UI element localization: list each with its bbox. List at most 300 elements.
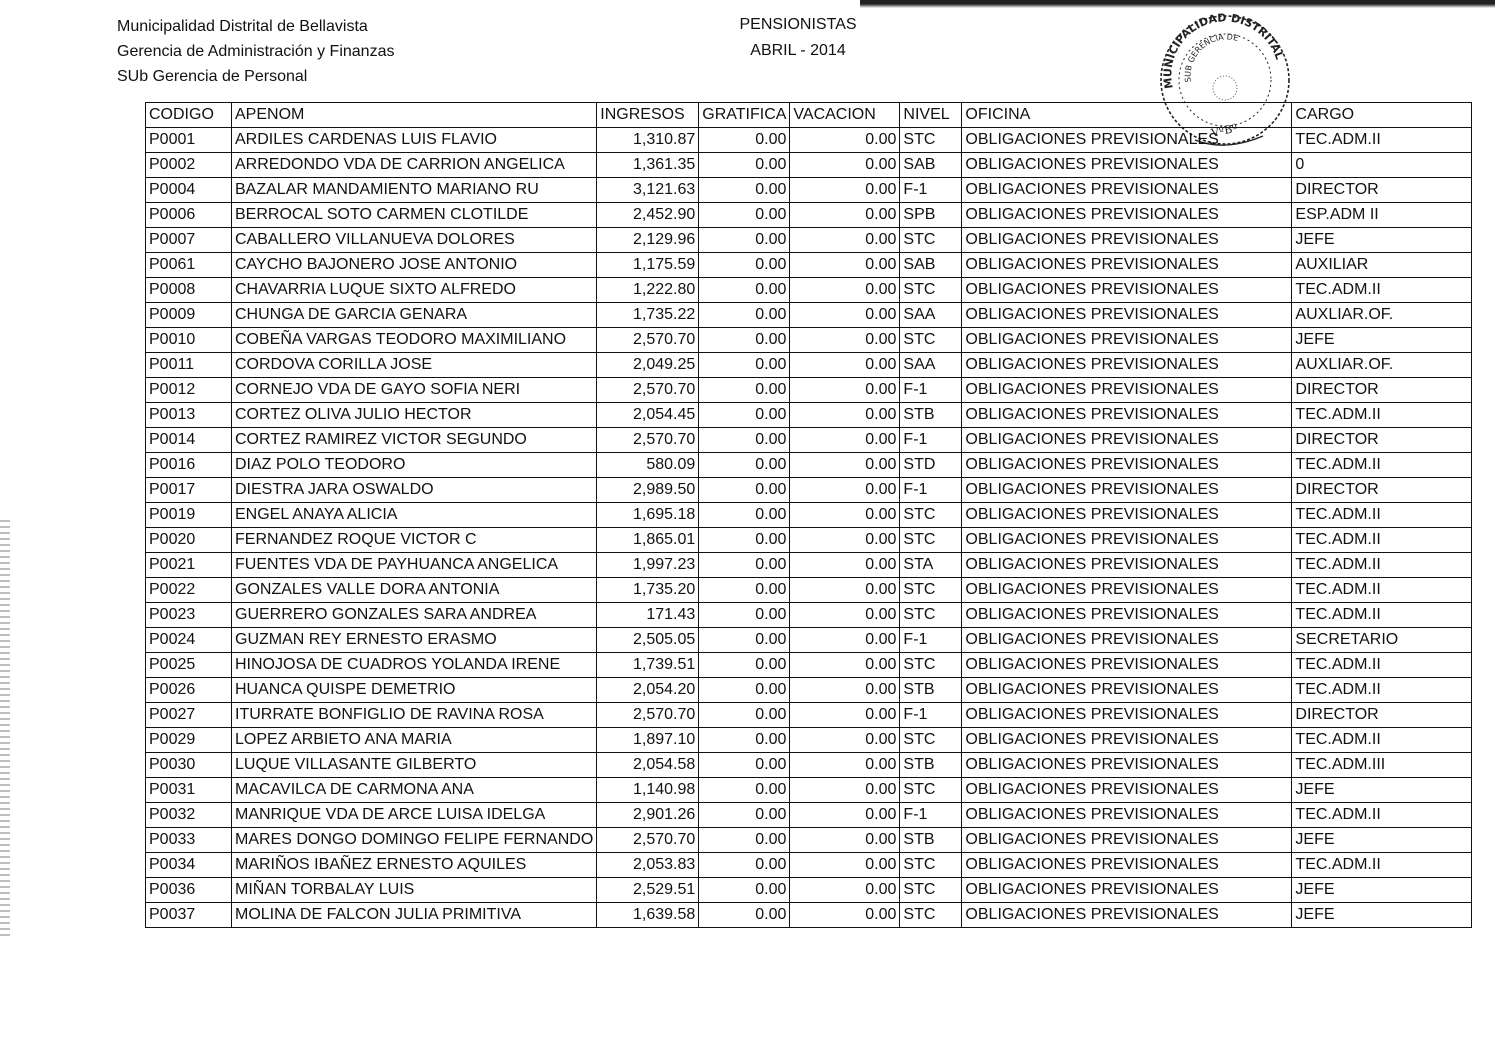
cell-codigo: P0031 [146, 778, 232, 803]
cell-codigo: P0022 [146, 578, 232, 603]
table-row [146, 378, 1472, 403]
cell-oficina: OBLIGACIONES PREVISIONALES [962, 778, 1292, 803]
cell-gratifica: 0.00 [699, 903, 790, 928]
cell-gratifica: 0.00 [699, 228, 790, 253]
cell-codigo: P0027 [146, 703, 232, 728]
cell-nivel: STB [900, 753, 962, 778]
table-row [146, 753, 1472, 778]
cell-apenom: MARIÑOS IBAÑEZ ERNESTO AQUILES [232, 853, 597, 878]
cell-vacacion: 0.00 [790, 628, 900, 653]
cell-nivel: SAA [900, 353, 962, 378]
cell-vacacion: 0.00 [790, 803, 900, 828]
cell-cargo: JEFE [1292, 228, 1472, 253]
cell-ingresos: 1,222.80 [597, 278, 699, 303]
cell-ingresos: 1,735.20 [597, 578, 699, 603]
cell-oficina: OBLIGACIONES PREVISIONALES [962, 203, 1292, 228]
cell-cargo: TEC.ADM.II [1292, 128, 1472, 153]
cell-gratifica: 0.00 [699, 803, 790, 828]
cell-vacacion: 0.00 [790, 853, 900, 878]
cell-oficina: OBLIGACIONES PREVISIONALES [962, 678, 1292, 703]
cell-oficina: OBLIGACIONES PREVISIONALES [962, 253, 1292, 278]
cell-codigo: P0034 [146, 853, 232, 878]
cell-gratifica: 0.00 [699, 728, 790, 753]
cell-cargo: TEC.ADM.II [1292, 278, 1472, 303]
cell-oficina: OBLIGACIONES PREVISIONALES [962, 603, 1292, 628]
table-row [146, 803, 1472, 828]
svg-text:MUNICIPALIDAD DISTRITAL [1161, 11, 1286, 89]
column-header-ingresos: INGRESOS [597, 103, 699, 128]
cell-nivel: STC [900, 728, 962, 753]
cell-cargo: TEC.ADM.II [1292, 503, 1472, 528]
cell-ingresos: 2,049.25 [597, 353, 699, 378]
cell-cargo: JEFE [1292, 778, 1472, 803]
table-row [146, 703, 1472, 728]
cell-vacacion: 0.00 [790, 378, 900, 403]
organization-header [117, 14, 394, 89]
cell-ingresos: 1,361.35 [597, 153, 699, 178]
cell-ingresos: 2,570.70 [597, 703, 699, 728]
cell-gratifica: 0.00 [699, 878, 790, 903]
cell-vacacion: 0.00 [790, 503, 900, 528]
cell-vacacion: 0.00 [790, 778, 900, 803]
cell-oficina: OBLIGACIONES PREVISIONALES [962, 803, 1292, 828]
seal-mark: VºBº [1210, 121, 1239, 140]
cell-oficina: OBLIGACIONES PREVISIONALES [962, 703, 1292, 728]
cell-gratifica: 0.00 [699, 203, 790, 228]
cell-ingresos: 2,053.83 [597, 853, 699, 878]
cell-codigo: P0001 [146, 128, 232, 153]
table-row [146, 728, 1472, 753]
cell-oficina: OBLIGACIONES PREVISIONALES [962, 753, 1292, 778]
cell-apenom: GUERRERO GONZALES SARA ANDREA [232, 603, 597, 628]
cell-codigo: P0009 [146, 303, 232, 328]
cell-oficina: OBLIGACIONES PREVISIONALES [962, 453, 1292, 478]
cell-vacacion: 0.00 [790, 428, 900, 453]
table-row [146, 178, 1472, 203]
cell-vacacion: 0.00 [790, 603, 900, 628]
table-header-row [146, 103, 1472, 128]
cell-oficina: OBLIGACIONES PREVISIONALES [962, 178, 1292, 203]
cell-nivel: STC [900, 603, 962, 628]
cell-ingresos: 580.09 [597, 453, 699, 478]
cell-nivel: SAB [900, 253, 962, 278]
cell-gratifica: 0.00 [699, 403, 790, 428]
cell-vacacion: 0.00 [790, 328, 900, 353]
cell-nivel: STB [900, 828, 962, 853]
cell-codigo: P0032 [146, 803, 232, 828]
cell-gratifica: 0.00 [699, 553, 790, 578]
column-header-nivel: NIVEL [900, 103, 962, 128]
cell-ingresos: 1,997.23 [597, 553, 699, 578]
cell-vacacion: 0.00 [790, 878, 900, 903]
cell-vacacion: 0.00 [790, 678, 900, 703]
cell-nivel: STC [900, 853, 962, 878]
cell-ingresos: 1,175.59 [597, 253, 699, 278]
cell-cargo: JEFE [1292, 828, 1472, 853]
cell-apenom: CAYCHO BAJONERO JOSE ANTONIO [232, 253, 597, 278]
table-row [146, 853, 1472, 878]
cell-ingresos: 1,897.10 [597, 728, 699, 753]
table-row [146, 453, 1472, 478]
cell-vacacion: 0.00 [790, 453, 900, 478]
table-row [146, 353, 1472, 378]
cell-cargo: AUXLIAR.OF. [1292, 303, 1472, 328]
cell-gratifica: 0.00 [699, 253, 790, 278]
table-row [146, 553, 1472, 578]
cell-apenom: HUANCA QUISPE DEMETRIO [232, 678, 597, 703]
cell-ingresos: 3,121.63 [597, 178, 699, 203]
cell-cargo: TEC.ADM.II [1292, 803, 1472, 828]
cell-nivel: SAA [900, 303, 962, 328]
cell-oficina: OBLIGACIONES PREVISIONALES [962, 728, 1292, 753]
cell-codigo: P0025 [146, 653, 232, 678]
cell-gratifica: 0.00 [699, 278, 790, 303]
column-header-oficina: OFICINA [962, 103, 1292, 128]
scan-edge-bar [860, 0, 1495, 8]
cell-gratifica: 0.00 [699, 653, 790, 678]
cell-vacacion: 0.00 [790, 528, 900, 553]
cell-ingresos: 1,735.22 [597, 303, 699, 328]
cell-apenom: CORNEJO VDA DE GAYO SOFIA NERI [232, 378, 597, 403]
cell-oficina: OBLIGACIONES PREVISIONALES [962, 278, 1292, 303]
cell-nivel: F-1 [900, 428, 962, 453]
cell-cargo: JEFE [1292, 328, 1472, 353]
table-row [146, 903, 1472, 928]
cell-nivel: STC [900, 778, 962, 803]
cell-gratifica: 0.00 [699, 628, 790, 653]
cell-ingresos: 2,129.96 [597, 228, 699, 253]
cell-codigo: P0002 [146, 153, 232, 178]
cell-nivel: SPB [900, 203, 962, 228]
cell-oficina: OBLIGACIONES PREVISIONALES [962, 353, 1292, 378]
cell-apenom: COBEÑA VARGAS TEODORO MAXIMILIANO [232, 328, 597, 353]
cell-apenom: HINOJOSA DE CUADROS YOLANDA IRENE [232, 653, 597, 678]
cell-apenom: CHUNGA DE GARCIA GENARA [232, 303, 597, 328]
cell-cargo: TEC.ADM.II [1292, 678, 1472, 703]
cell-ingresos: 2,989.50 [597, 478, 699, 503]
cell-cargo: AUXILIAR [1292, 253, 1472, 278]
cell-apenom: FERNANDEZ ROQUE VICTOR C [232, 528, 597, 553]
svg-text:SUB GERENCIA DE [1183, 32, 1239, 82]
cell-gratifica: 0.00 [699, 378, 790, 403]
cell-nivel: STC [900, 653, 962, 678]
cell-gratifica: 0.00 [699, 828, 790, 853]
pensioners-table [145, 102, 1472, 928]
cell-oficina: OBLIGACIONES PREVISIONALES [962, 153, 1292, 178]
cell-vacacion: 0.00 [790, 178, 900, 203]
cell-ingresos: 171.43 [597, 603, 699, 628]
table-row [146, 628, 1472, 653]
cell-vacacion: 0.00 [790, 128, 900, 153]
cell-codigo: P0017 [146, 478, 232, 503]
cell-codigo: P0004 [146, 178, 232, 203]
cell-cargo: SECRETARIO [1292, 628, 1472, 653]
cell-ingresos: 2,054.20 [597, 678, 699, 703]
cell-cargo: TEC.ADM.II [1292, 853, 1472, 878]
cell-oficina: OBLIGACIONES PREVISIONALES [962, 578, 1292, 603]
cell-vacacion: 0.00 [790, 753, 900, 778]
table-row [146, 678, 1472, 703]
cell-vacacion: 0.00 [790, 903, 900, 928]
cell-apenom: FUENTES VDA DE PAYHUANCA ANGELICA [232, 553, 597, 578]
column-header-cargo: CARGO [1292, 103, 1472, 128]
cell-ingresos: 2,570.70 [597, 378, 699, 403]
table-row [146, 228, 1472, 253]
cell-codigo: P0008 [146, 278, 232, 303]
cell-cargo: DIRECTOR [1292, 378, 1472, 403]
cell-nivel: STC [900, 278, 962, 303]
cell-nivel: STD [900, 453, 962, 478]
cell-oficina: OBLIGACIONES PREVISIONALES [962, 653, 1292, 678]
cell-nivel: STC [900, 228, 962, 253]
cell-vacacion: 0.00 [790, 403, 900, 428]
cell-oficina: OBLIGACIONES PREVISIONALES [962, 403, 1292, 428]
cell-oficina: OBLIGACIONES PREVISIONALES [962, 428, 1292, 453]
cell-ingresos: 1,639.58 [597, 903, 699, 928]
cell-vacacion: 0.00 [790, 728, 900, 753]
table-row [146, 403, 1472, 428]
cell-nivel: F-1 [900, 478, 962, 503]
cell-cargo: TEC.ADM.II [1292, 603, 1472, 628]
column-header-apenom: APENOM [232, 103, 597, 128]
cell-gratifica: 0.00 [699, 153, 790, 178]
cell-oficina: OBLIGACIONES PREVISIONALES [962, 853, 1292, 878]
cell-nivel: F-1 [900, 703, 962, 728]
table-row [146, 603, 1472, 628]
table-row [146, 578, 1472, 603]
cell-apenom: LUQUE VILLASANTE GILBERTO [232, 753, 597, 778]
cell-gratifica: 0.00 [699, 503, 790, 528]
cell-ingresos: 2,054.58 [597, 753, 699, 778]
cell-apenom: CORDOVA CORILLA JOSE [232, 353, 597, 378]
cell-cargo: 0 [1292, 153, 1472, 178]
column-header-vacacion: VACACION [790, 103, 900, 128]
cell-codigo: P0061 [146, 253, 232, 278]
table-row [146, 128, 1472, 153]
cell-apenom: CORTEZ OLIVA JULIO HECTOR [232, 403, 597, 428]
cell-vacacion: 0.00 [790, 303, 900, 328]
cell-apenom: BERROCAL SOTO CARMEN CLOTILDE [232, 203, 597, 228]
cell-ingresos: 2,901.26 [597, 803, 699, 828]
cell-cargo: AUXLIAR.OF. [1292, 353, 1472, 378]
cell-ingresos: 2,505.05 [597, 628, 699, 653]
cell-nivel: STB [900, 403, 962, 428]
cell-oficina: OBLIGACIONES PREVISIONALES [962, 228, 1292, 253]
cell-gratifica: 0.00 [699, 303, 790, 328]
cell-oficina: OBLIGACIONES PREVISIONALES [962, 828, 1292, 853]
cell-vacacion: 0.00 [790, 578, 900, 603]
table-row [146, 303, 1472, 328]
cell-oficina: OBLIGACIONES PREVISIONALES [962, 878, 1292, 903]
cell-nivel: F-1 [900, 378, 962, 403]
cell-vacacion: 0.00 [790, 703, 900, 728]
report-title: PENSIONISTAS [739, 16, 857, 33]
cell-codigo: P0021 [146, 553, 232, 578]
cell-codigo: P0016 [146, 453, 232, 478]
cell-ingresos: 2,054.45 [597, 403, 699, 428]
cell-codigo: P0007 [146, 228, 232, 253]
cell-cargo: DIRECTOR [1292, 478, 1472, 503]
cell-cargo: DIRECTOR [1292, 178, 1472, 203]
cell-oficina: OBLIGACIONES PREVISIONALES [962, 628, 1292, 653]
cell-gratifica: 0.00 [699, 753, 790, 778]
cell-cargo: TEC.ADM.II [1292, 528, 1472, 553]
seal-text-inner: SUB GERENCIA DE [1183, 32, 1240, 83]
cell-apenom: DIESTRA JARA OSWALDO [232, 478, 597, 503]
cell-gratifica: 0.00 [699, 353, 790, 378]
table-body [146, 128, 1472, 928]
cell-apenom: ITURRATE BONFIGLIO DE RAVINA ROSA [232, 703, 597, 728]
cell-apenom: GONZALES VALLE DORA ANTONIA [232, 578, 597, 603]
cell-apenom: CABALLERO VILLANUEVA DOLORES [232, 228, 597, 253]
table-row [146, 828, 1472, 853]
cell-codigo: P0012 [146, 378, 232, 403]
cell-oficina: OBLIGACIONES PREVISIONALES [962, 478, 1292, 503]
cell-cargo: TEC.ADM.II [1292, 403, 1472, 428]
cell-cargo: JEFE [1292, 903, 1472, 928]
cell-apenom: LOPEZ ARBIETO ANA MARIA [232, 728, 597, 753]
cell-ingresos: 1,865.01 [597, 528, 699, 553]
cell-ingresos: 2,570.70 [597, 328, 699, 353]
cell-gratifica: 0.00 [699, 578, 790, 603]
cell-cargo: TEC.ADM.II [1292, 453, 1472, 478]
table-row [146, 328, 1472, 353]
cell-apenom: MACAVILCA DE CARMONA ANA [232, 778, 597, 803]
cell-apenom: MANRIQUE VDA DE ARCE LUISA IDELGA [232, 803, 597, 828]
cell-apenom: MOLINA DE FALCON JULIA PRIMITIVA [232, 903, 597, 928]
cell-gratifica: 0.00 [699, 603, 790, 628]
cell-vacacion: 0.00 [790, 553, 900, 578]
cell-codigo: P0024 [146, 628, 232, 653]
cell-oficina: OBLIGACIONES PREVISIONALES [962, 328, 1292, 353]
cell-codigo: P0020 [146, 528, 232, 553]
cell-nivel: SAB [900, 153, 962, 178]
cell-nivel: F-1 [900, 803, 962, 828]
cell-nivel: STB [900, 678, 962, 703]
cell-oficina: OBLIGACIONES PREVISIONALES [962, 128, 1292, 153]
cell-gratifica: 0.00 [699, 453, 790, 478]
cell-gratifica: 0.00 [699, 178, 790, 203]
cell-ingresos: 2,529.51 [597, 878, 699, 903]
table-row [146, 278, 1472, 303]
cell-apenom: ARREDONDO VDA DE CARRION ANGELICA [232, 153, 597, 178]
cell-cargo: ESP.ADM II [1292, 203, 1472, 228]
cell-oficina: OBLIGACIONES PREVISIONALES [962, 303, 1292, 328]
cell-gratifica: 0.00 [699, 853, 790, 878]
cell-ingresos: 1,310.87 [597, 128, 699, 153]
cell-ingresos: 1,695.18 [597, 503, 699, 528]
cell-codigo: P0037 [146, 903, 232, 928]
cell-oficina: OBLIGACIONES PREVISIONALES [962, 528, 1292, 553]
cell-cargo: TEC.ADM.II [1292, 553, 1472, 578]
cell-codigo: P0019 [146, 503, 232, 528]
cell-apenom: ENGEL ANAYA ALICIA [232, 503, 597, 528]
cell-nivel: STC [900, 878, 962, 903]
cell-codigo: P0026 [146, 678, 232, 703]
column-header-codigo: CODIGO [146, 103, 232, 128]
table-row [146, 653, 1472, 678]
table-row [146, 528, 1472, 553]
cell-nivel: STC [900, 903, 962, 928]
table-row [146, 778, 1472, 803]
cell-cargo: DIRECTOR [1292, 703, 1472, 728]
cell-nivel: STC [900, 503, 962, 528]
cell-vacacion: 0.00 [790, 478, 900, 503]
scan-edge-noise [0, 520, 10, 940]
cell-apenom: CHAVARRIA LUQUE SIXTO ALFREDO [232, 278, 597, 303]
cell-gratifica: 0.00 [699, 478, 790, 503]
cell-apenom: DIAZ POLO TEODORO [232, 453, 597, 478]
cell-cargo: JEFE [1292, 878, 1472, 903]
cell-ingresos: 1,739.51 [597, 653, 699, 678]
cell-ingresos: 2,452.90 [597, 203, 699, 228]
cell-codigo: P0023 [146, 603, 232, 628]
cell-apenom: MIÑAN TORBALAY LUIS [232, 878, 597, 903]
cell-gratifica: 0.00 [699, 328, 790, 353]
cell-oficina: OBLIGACIONES PREVISIONALES [962, 378, 1292, 403]
report-period: ABRIL - 2014 [750, 42, 846, 59]
cell-codigo: P0011 [146, 353, 232, 378]
table-row [146, 428, 1472, 453]
cell-codigo: P0013 [146, 403, 232, 428]
org-department: Gerencia de Administración y Finanzas [117, 43, 395, 60]
cell-gratifica: 0.00 [699, 128, 790, 153]
cell-nivel: STC [900, 578, 962, 603]
cell-oficina: OBLIGACIONES PREVISIONALES [962, 553, 1292, 578]
cell-vacacion: 0.00 [790, 828, 900, 853]
cell-ingresos: 2,570.70 [597, 828, 699, 853]
cell-codigo: P0029 [146, 728, 232, 753]
cell-oficina: OBLIGACIONES PREVISIONALES [962, 903, 1292, 928]
cell-nivel: STC [900, 528, 962, 553]
cell-codigo: P0006 [146, 203, 232, 228]
org-subdepartment: SUb Gerencia de Personal [117, 68, 308, 85]
cell-nivel: STC [900, 128, 962, 153]
cell-vacacion: 0.00 [790, 353, 900, 378]
cell-apenom: MARES DONGO DOMINGO FELIPE FERNANDO [232, 828, 597, 853]
cell-oficina: OBLIGACIONES PREVISIONALES [962, 503, 1292, 528]
cell-apenom: BAZALAR MANDAMIENTO MARIANO RU [232, 178, 597, 203]
cell-ingresos: 2,570.70 [597, 428, 699, 453]
cell-vacacion: 0.00 [790, 253, 900, 278]
table-row [146, 253, 1472, 278]
table-row [146, 478, 1472, 503]
cell-apenom: ARDILES CARDENAS LUIS FLAVIO [232, 128, 597, 153]
cell-cargo: TEC.ADM.II [1292, 653, 1472, 678]
cell-vacacion: 0.00 [790, 203, 900, 228]
cell-gratifica: 0.00 [699, 703, 790, 728]
cell-cargo: TEC.ADM.III [1292, 753, 1472, 778]
table-row [146, 203, 1472, 228]
cell-gratifica: 0.00 [699, 528, 790, 553]
cell-nivel: F-1 [900, 628, 962, 653]
cell-codigo: P0036 [146, 878, 232, 903]
table-row [146, 503, 1472, 528]
cell-vacacion: 0.00 [790, 153, 900, 178]
cell-nivel: STC [900, 328, 962, 353]
cell-gratifica: 0.00 [699, 678, 790, 703]
cell-vacacion: 0.00 [790, 278, 900, 303]
cell-apenom: GUZMAN REY ERNESTO ERASMO [232, 628, 597, 653]
cell-gratifica: 0.00 [699, 778, 790, 803]
cell-nivel: STA [900, 553, 962, 578]
cell-codigo: P0010 [146, 328, 232, 353]
cell-apenom: CORTEZ RAMIREZ VICTOR SEGUNDO [232, 428, 597, 453]
seal-text-outer: MUNICIPALIDAD DISTRITAL [1161, 11, 1287, 90]
cell-vacacion: 0.00 [790, 228, 900, 253]
cell-vacacion: 0.00 [790, 653, 900, 678]
table-row [146, 153, 1472, 178]
